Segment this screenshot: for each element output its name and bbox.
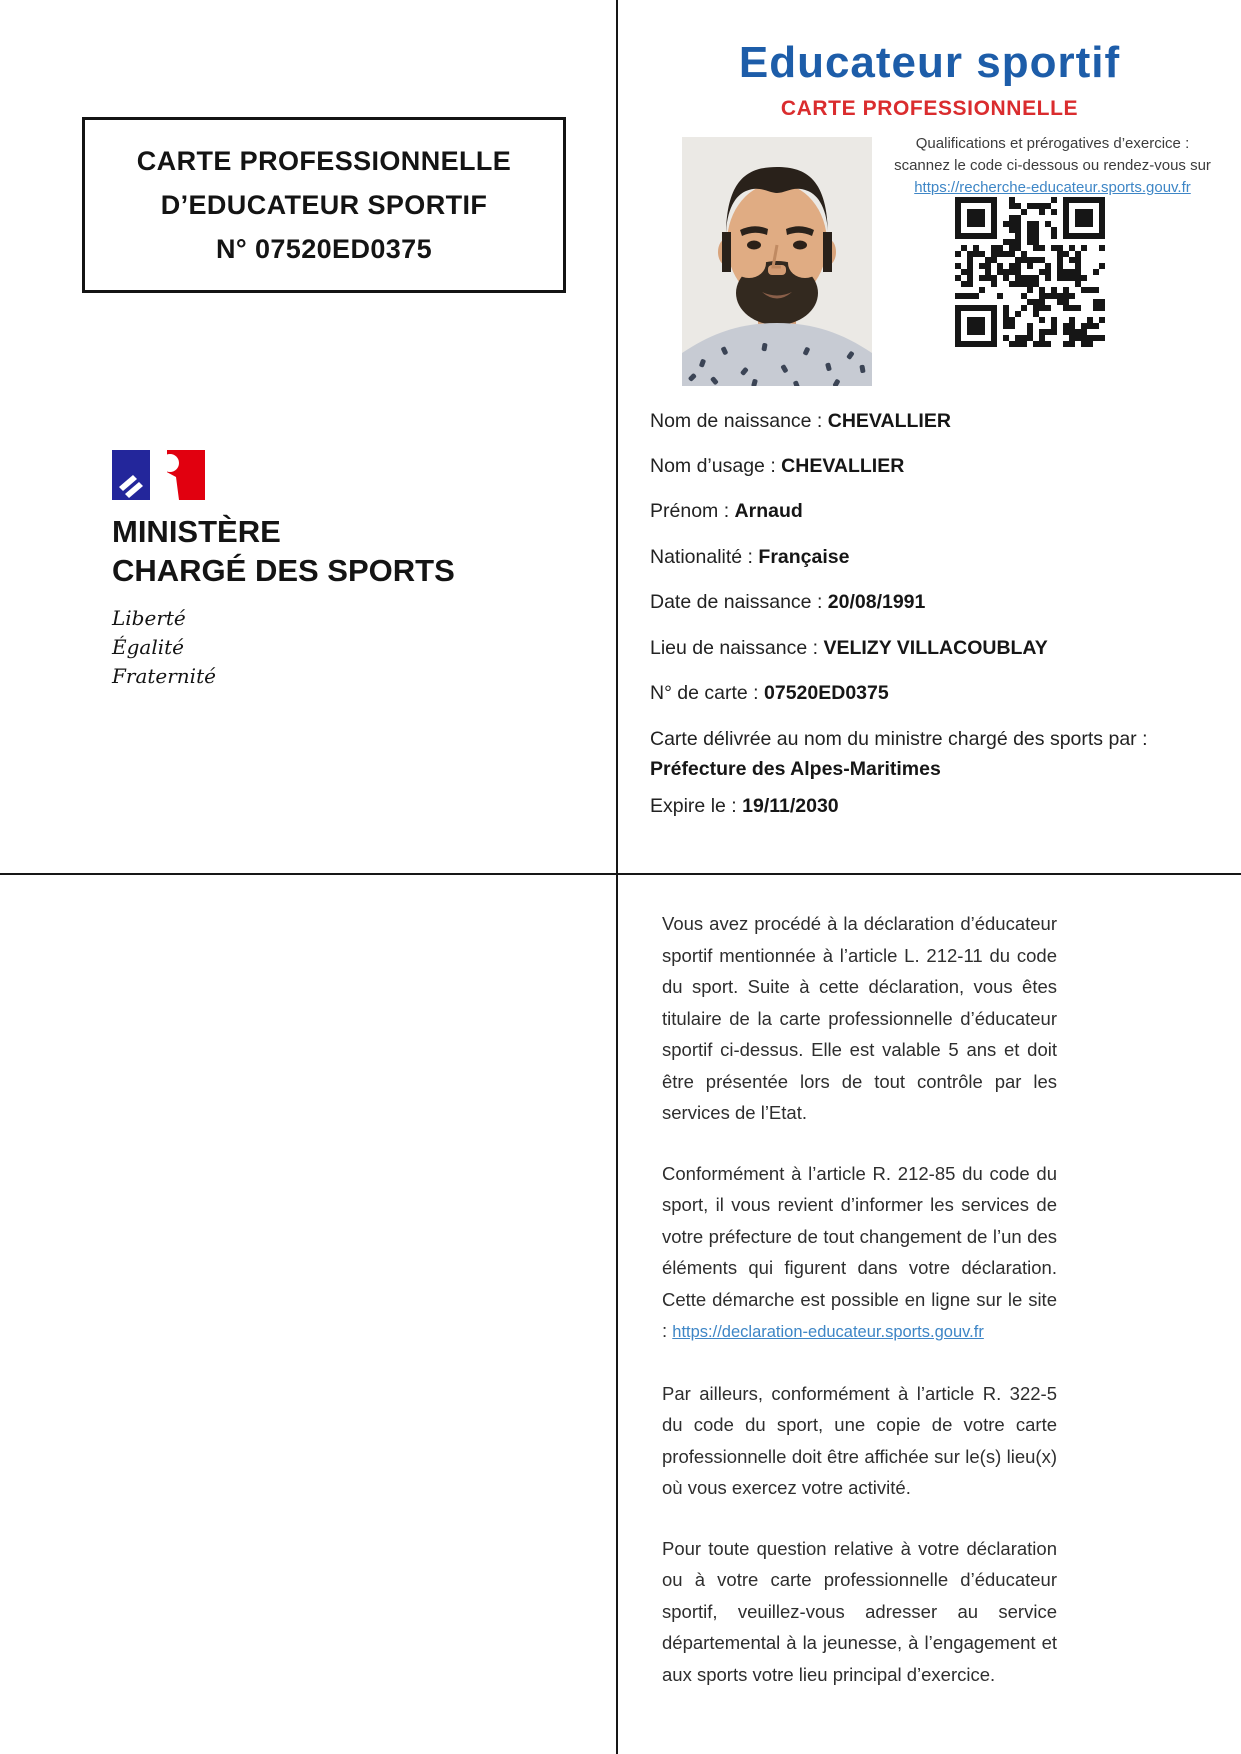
declaration-educateur-link[interactable]: https://declaration-educateur.sports.gouv.fr — [672, 1323, 984, 1341]
issuer-label: Carte délivrée au nom du ministre chargé des sports par : — [650, 728, 1148, 750]
republic-motto: Liberté Égalité Fraternité — [112, 606, 216, 688]
field-first-name: Prénom : Arnaud — [650, 500, 803, 522]
scan-note-line-1: Qualifications et prérogatives d’exercice : — [915, 135, 1190, 152]
plate-line-3: N° 07520ED0375 — [215, 234, 433, 264]
notice-paragraph-1: Vous avez procédé à la déclaration d’éducateur sportif mentionnée à l’article L. 212-11 du code du sport. Suite à cette déclaration, vous êtes titulaire de la carte professionnelle d’éducateur sportif ci-dessus. Elle est valable 5 ans et doit être présentée lors de tout contrôle par les services de l’Etat. — [662, 913, 1057, 1123]
notice-text — [662, 908, 1057, 1719]
notice-paragraph-2: Conformément à l’article R. 212-85 du code du sport, il vous revient d’informer les services de votre préfecture de tout changement de l’un des éléments qui figurent dans votre déclaration. Cette démarche est possible en ligne sur le site : https://declaration-educateur.sports.gouv.fr — [662, 1162, 1057, 1341]
notice-paragraph-3: Par ailleurs, conformément à l’article R. 322-5 du code du sport, une copie de votre carte professionnelle doit être affichée sur le(s) lieu(x) où vous exercez votre activité. — [662, 1382, 1057, 1498]
card-number-plate — [82, 117, 566, 293]
recherche-educateur-link[interactable]: https://recherche-educateur.sports.gouv.fr — [914, 179, 1191, 196]
french-flag-marianne-icon — [112, 450, 205, 500]
notice-paragraph-4: Pour toute question relative à votre déclaration ou à votre carte professionnelle d’éducateur sportif, veuillez-vous adresser au service départemental à la jeunesse, à l’engagement et aux sports votre lieu principal d’exercice. — [662, 1537, 1057, 1685]
qr-code — [955, 197, 1105, 347]
horizontal-divider — [0, 873, 1241, 875]
id-photo — [682, 137, 872, 386]
plate-line-1: CARTE PROFESSIONNELLE — [136, 146, 512, 176]
field-birth-date: Date de naissance : 20/08/1991 — [650, 591, 926, 613]
scan-note — [880, 133, 1225, 199]
field-birth-name: Nom de naissance : CHEVALLIER — [650, 410, 951, 432]
field-birth-place: Lieu de naissance : VELIZY VILLACOUBLAY — [650, 637, 1048, 659]
issuer-value: Préfecture des Alpes-Maritimes — [650, 758, 941, 780]
field-expiry: Expire le : 19/11/2030 — [650, 795, 839, 817]
scan-note-line-2: scannez le code ci-dessous ou rendez-vous sur — [894, 157, 1211, 174]
ministry-logo-block — [112, 450, 455, 691]
field-card-number: N° de carte : 07520ED0375 — [650, 682, 889, 704]
field-used-name: Nom d’usage : CHEVALLIER — [650, 455, 905, 477]
field-nationality: Nationalité : Française — [650, 546, 850, 568]
ministry-name: MINISTÈRE CHARGÉ DES SPORTS — [112, 514, 455, 588]
field-issuer — [650, 724, 1170, 784]
card-subtitle: CARTE PROFESSIONNELLE — [780, 97, 1079, 120]
card-title: Educateur sportif — [738, 38, 1121, 87]
plate-line-2: D’EDUCATEUR SPORTIF — [160, 190, 488, 220]
vertical-divider — [616, 0, 618, 1754]
